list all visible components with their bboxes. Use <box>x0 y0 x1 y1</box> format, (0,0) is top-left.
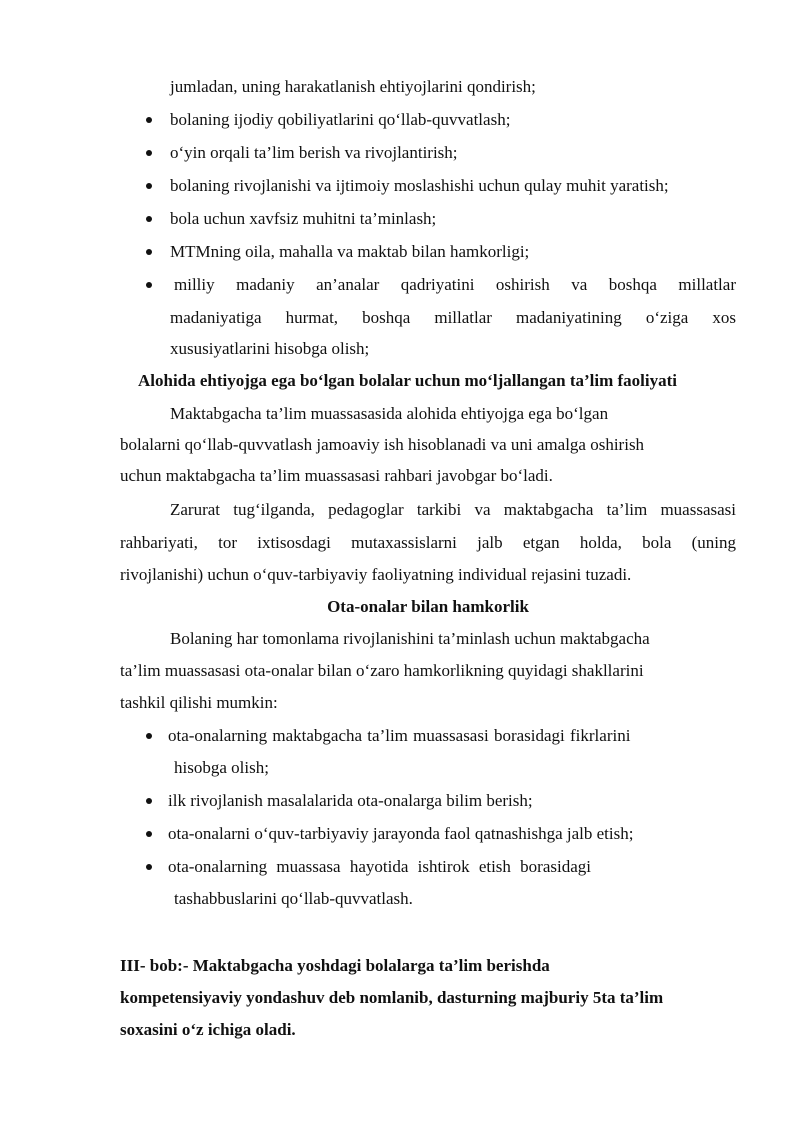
bullet-icon <box>146 798 152 804</box>
paragraph-line: tashkil qilishi mumkin: <box>120 693 278 712</box>
list-item: ota-onalarni o‘quv-tarbiyaviy jarayonda faol qatnashishga jalb etish; <box>168 824 634 843</box>
bullet-icon <box>146 150 152 156</box>
list-item-line: xususiyatlarini hisobga olish; <box>170 339 370 358</box>
list-item-line: tashabbuslarini qo‘llab-quvvatlash. <box>174 889 413 908</box>
list-item: bola uchun xavfsiz muhitni ta’minlash; <box>170 209 437 228</box>
bullet-icon <box>146 216 152 222</box>
bullet-icon <box>146 249 152 255</box>
list-item: bolaning ijodiy qobiliyatlarini qo‘llab-quvvatlash; <box>170 110 511 129</box>
paragraph-line: bolalarni qo‘llab-quvvatlash jamoaviy ish hisoblanadi va uni amalga oshirish <box>120 435 645 454</box>
list-item: o‘yin orqali ta’lim berish va rivojlantirish; <box>170 143 458 162</box>
chapter-heading: kompetensiyaviy yondashuv deb nomlanib, dasturning majburiy 5ta ta’lim <box>120 988 664 1007</box>
paragraph-line: Zarurat tug‘ilganda, pedagoglar tarkibi va maktabgacha ta’lim muassasasi <box>170 500 736 519</box>
list-item-line: hisobga olish; <box>174 758 269 777</box>
paragraph-line: rahbariyati, tor ixtisosdagi mutaxassislarni jalb etgan holda, bola (uning <box>120 533 736 552</box>
list-item: bolaning rivojlanishi va ijtimoiy moslashishi uchun qulay muhit yaratish; <box>170 176 669 195</box>
list-item-line: milliy madaniy an’analar qadriyatini oshirish va boshqa millatlar <box>174 275 736 294</box>
paragraph-line: Bolaning har tomonlama rivojlanishini ta’minlash uchun maktabgacha <box>170 629 650 648</box>
section-heading: Alohida ehtiyojga ega bo‘lgan bolalar uchun mo‘ljallangan ta’lim faoliyati <box>138 371 678 390</box>
bullet-icon <box>146 864 152 870</box>
bullet-icon <box>146 282 152 288</box>
chapter-heading: soxasini o‘z ichiga oladi. <box>120 1020 296 1039</box>
list-item: MTMning oila, mahalla va maktab bilan hamkorligi; <box>170 242 530 261</box>
bullet-icon <box>146 733 152 739</box>
paragraph-line: rivojlanishi) uchun o‘quv-tarbiyaviy faoliyatning individual rejasini tuzadi. <box>120 565 632 584</box>
list-item: ota-onalarning muassasa hayotida ishtirok etish borasidagi <box>168 857 591 876</box>
bullet-icon <box>146 183 152 189</box>
chapter-heading: III- bob:- Maktabgacha yoshdagi bolalarga ta’lim berishda <box>120 956 550 975</box>
paragraph-line: Maktabgacha ta’lim muassasasida alohida ehtiyojga ega bo‘lgan <box>170 404 609 423</box>
list-item: ilk rivojlanish masalalarida ota-onalarga bilim berish; <box>168 791 533 810</box>
section-heading: Ota-onalar bilan hamkorlik <box>327 597 529 616</box>
bullet-icon <box>146 831 152 837</box>
paragraph-line: uchun maktabgacha ta’lim muassasasi rahbari javobgar bo‘ladi. <box>120 466 553 485</box>
list-item: ota-onalarning maktabgacha ta’lim muassasasi borasidagi fikrlarini <box>168 726 631 745</box>
list-item-continuation: jumladan, uning harakatlanish ehtiyojlarini qondirish; <box>170 77 536 96</box>
bullet-icon <box>146 117 152 123</box>
list-item-line: madaniyatiga hurmat, boshqa millatlar madaniyatining o‘ziga xos <box>170 308 736 327</box>
paragraph-line: ta’lim muassasasi ota-onalar bilan o‘zaro hamkorlikning quyidagi shakllarini <box>120 661 644 680</box>
